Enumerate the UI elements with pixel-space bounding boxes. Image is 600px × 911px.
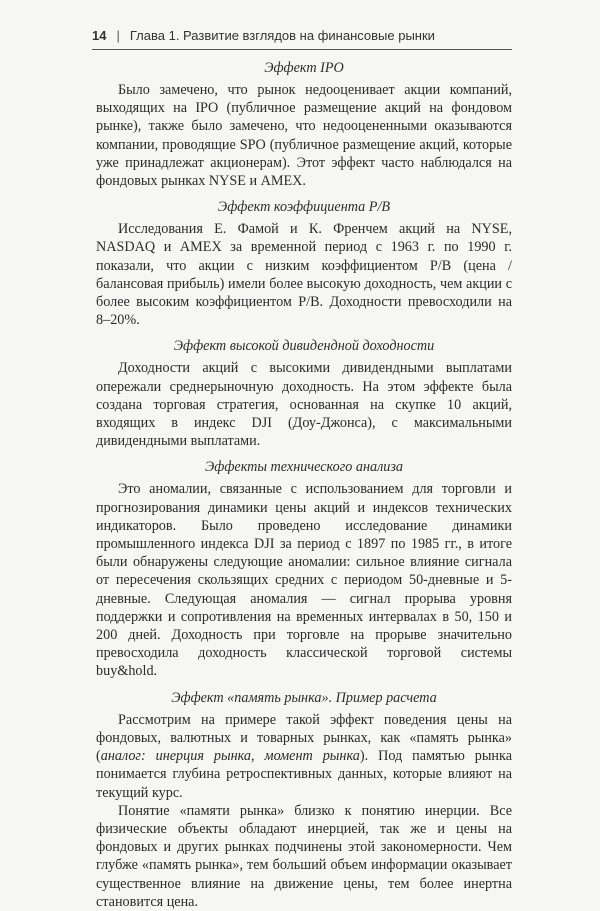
section-title-ipo: Эффект IPO	[264, 60, 344, 76]
paragraph-pb: Исследования Е. Фамой и К. Френчем акций на NYSE, NASDAQ и AMEX за временной период с 1963 г. по 1990 г. показали, что акции с низким коэффициентом P/B (цена / балансовая прибыль) имели более высокую доходность, чем акции с более высоким коэффициентом P/B. Доходности превосходили на 8–20%.	[96, 221, 512, 329]
section-title-technical: Эффекты технического анализа	[204, 459, 404, 476]
p1-text-after: ). Под памятью рынка понимается глубина ретроспективных данных, которые влияют на текущий курс.	[96, 748, 512, 801]
section-title-dividend: Эффект высокой дивидендной доходности	[173, 338, 435, 355]
paragraph-technical: Это аномалии, связанные с использованием для торговли и прогнозирования динамики цены акций и индексов технических индикаторов. Было проведено исследование динамики промышленного индекса DJI за период с 1897 по 1985 гг., в итоге были обнаружены следующие аномалии: сильное влияние сигнала от пересечения скользящих средних с периодом 50-дневные и 5-дневные. Следующая аномалия — сигнал прорыва уровня поддержки и сопротивления на временных интервалах в 50, 150 и 200 дней. Доходность при торговле на прорыве значительно превосходила доходность классической торговой системы buy&hold.	[96, 481, 512, 680]
p1-italic-analog: аналог: инерция рынка, момент рынка	[100, 748, 360, 765]
paragraph-ipo: Было замечено, что рынок недооценивает акции компаний, выходящих на IPO (публичное размещение акций на фондовом рынке), также было замечено, что недооцененными оказываются компании, проводящие SPO (публичное размещение акций, которые уже принадлежат акционерам). Этот эффект часто наблюдался на фондовых рынках NYSE и AMEX.	[96, 82, 512, 190]
section-title-market-memory: Эффект «память рынка». Пример расчета	[171, 689, 437, 706]
p1-text-before: Рассмотрим на примере такой эффект поведения цены на фондовых, валютных и товарных рынках, как «память рынка» (	[96, 711, 512, 765]
paragraph-market-memory-1	[96, 711, 512, 802]
running-head	[92, 28, 512, 50]
page-number: 14	[92, 28, 107, 43]
header-separator: |	[116, 28, 120, 43]
paragraph-dividend: Доходности акций с высокими дивидендными выплатами опережали среднерыночную доходность. На этом эффекте была создана торговая стратегия, основанная на скупке 10 акций, входящих в индекс DJI (Доу-Джонса), с максимальными дивидендными выплатами.	[96, 360, 512, 450]
section-title-pb: Эффект коэффициента P/B	[217, 199, 391, 216]
chapter-title: Глава 1. Развитие взглядов на финансовые рынки	[129, 28, 435, 43]
paragraph-market-memory-2: Понятие «памяти рынка» близко к понятию инерции. Все физические объекты обладают инерцией, так же и цены на фондовых и других рынках подчинены этой закономерности. Чем глубже «память рынка», тем больший объем информации оказывает существенное влияние на движение цены, тем более инертна становится цена.	[96, 802, 512, 910]
